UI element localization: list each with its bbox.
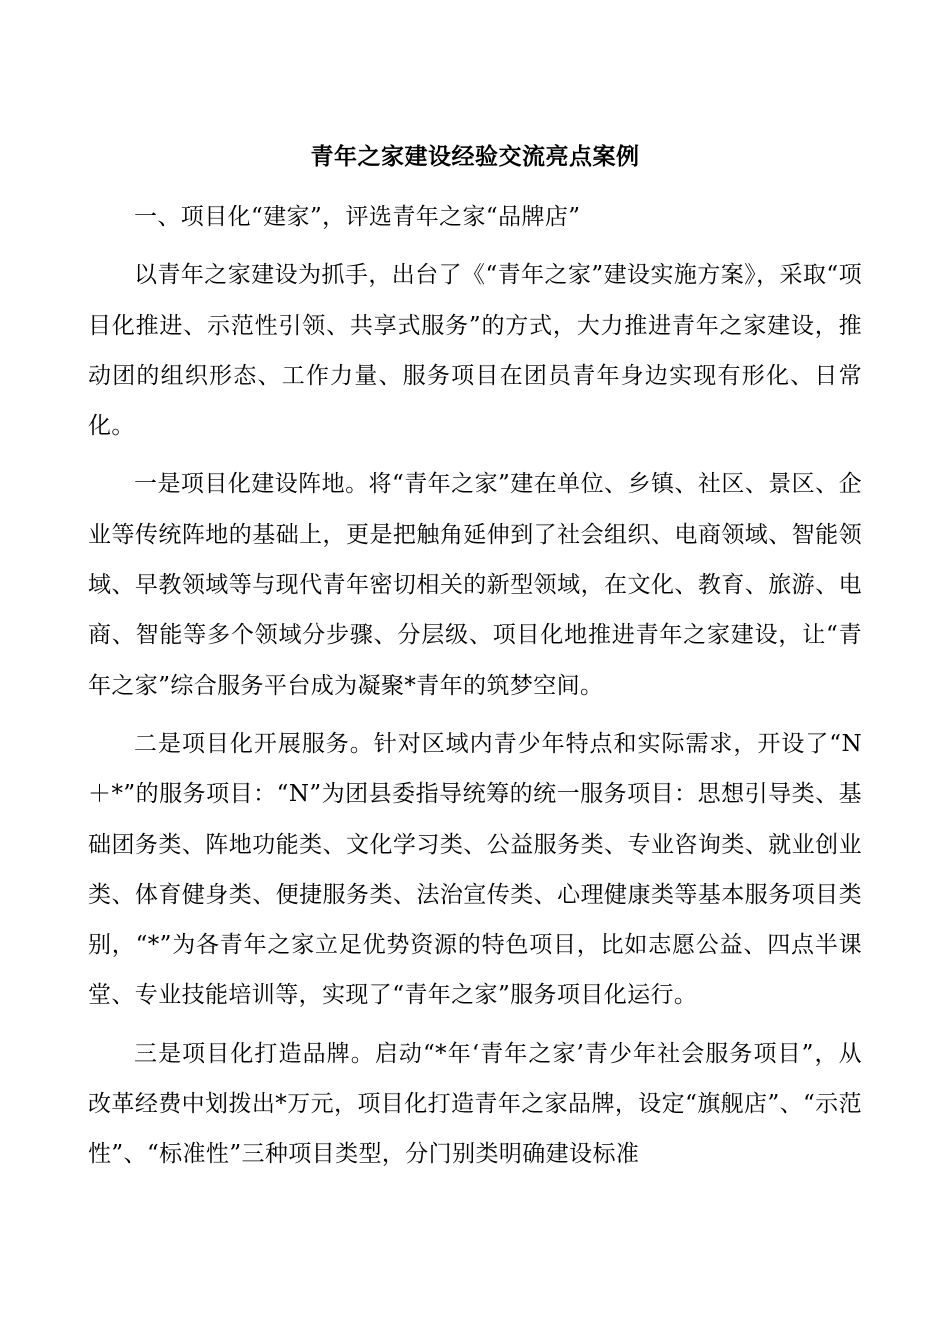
document-title: 青年之家建设经验交流亮点案例 bbox=[310, 143, 640, 170]
spacer bbox=[88, 711, 862, 719]
section-heading: 一、项目化“建家”，评选青年之家“品牌店” bbox=[134, 204, 581, 230]
spacer bbox=[88, 451, 862, 459]
spacer bbox=[88, 1021, 862, 1029]
spacer bbox=[88, 242, 862, 250]
paragraph-point-two: 二是项目化开展服务。针对区域内青少年特点和实际需求，开设了“N＋*”的服务项目：“N”为团县委指导统筹的统一服务项目：思想引导类、基础团务类、阵地功能类、文化学习类、公益服务类、专业咨询类、就业创业类、体育健身类、便捷服务类、法治宣传类、心理健康类等基本服务项目类别，“*”为各青年之家立足优势资源的特色项目，比如志愿公益、四点半课堂、专业技能培训等，实现了“青年之家”服务项目化运行。 bbox=[88, 730, 862, 1009]
paragraph-point-one: 一是项目化建设阵地。将“青年之家”建在单位、乡镇、社区、景区、企业等传统阵地的基础上，更是把触角延伸到了社会组织、电商领域、智能领域、早教领域等与现代青年密切相关的新型领域，在文化、教育、旅游、电商、智能等多个领域分步骤、分层级、项目化地推进青年之家建设，让“青年之家”综合服务平台成为凝聚*青年的筑梦空间。 bbox=[88, 471, 862, 699]
document-body bbox=[88, 192, 862, 1180]
paragraph-intro: 以青年之家建设为抓手，出台了《“青年之家”建设实施方案》，采取“项目化推进、示范性引领、共享式服务”的方式，大力推进青年之家建设，推动团的组织形态、工作力量、服务项目在团员青年身边实现有形化、日常化。 bbox=[88, 262, 862, 440]
paragraph-point-three: 三是项目化打造品牌。启动“*年‘青年之家’青少年社会服务项目”，从改革经费中划拨出*万元，项目化打造青年之家品牌，设定“旗舰店”、“示范性”、“标准性”三种项目类型，分门别类明确建设标准 bbox=[88, 1040, 862, 1168]
